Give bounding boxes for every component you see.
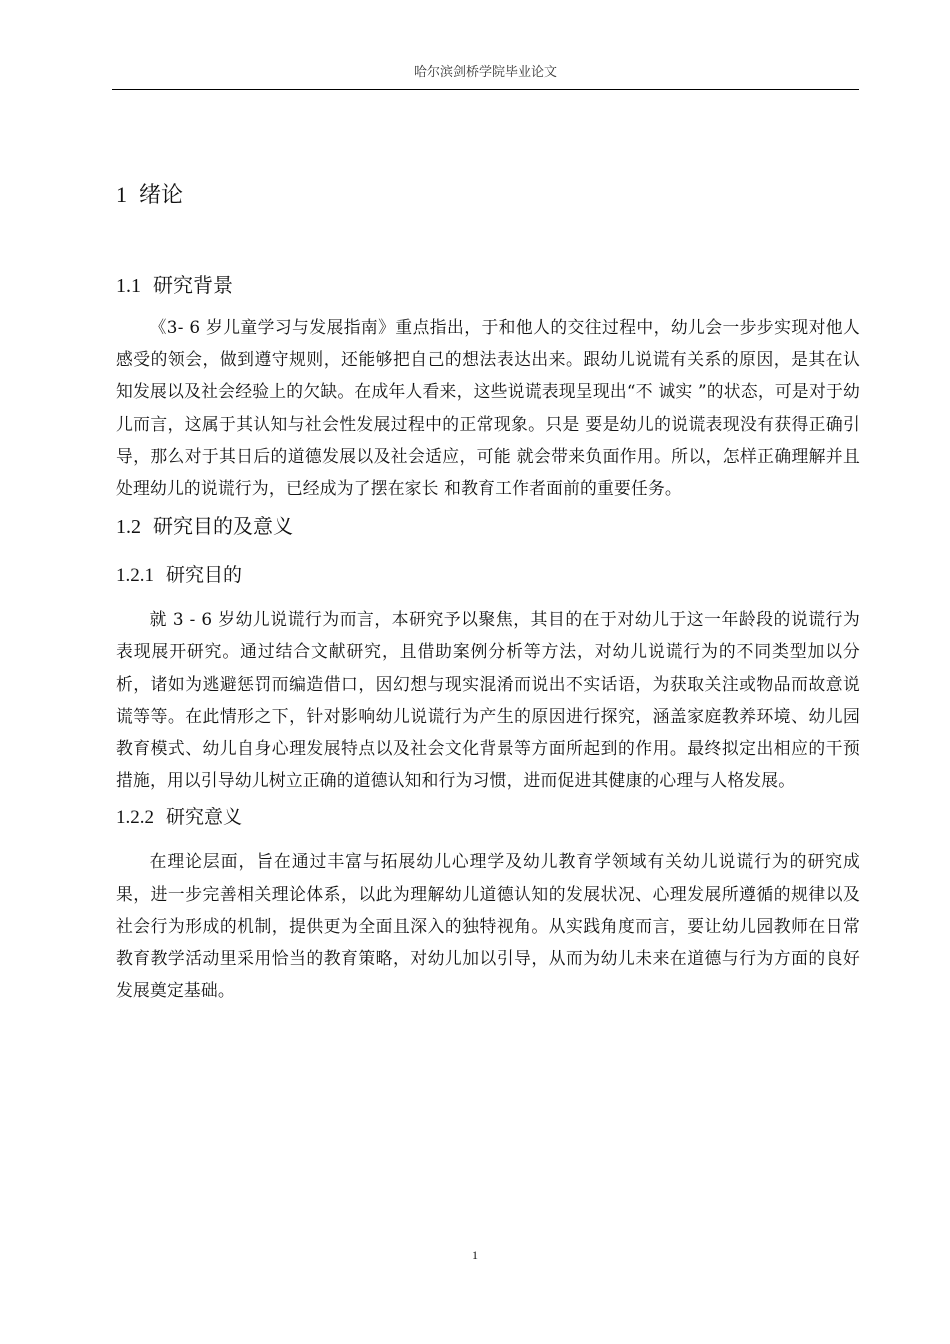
section-title: 研究目的 [166, 564, 243, 587]
paragraph-background: 《3- 6 岁儿童学习与发展指南》重点指出，于和他人的交往过程中，幼儿会一步步实现对他人感受的领会，做到遵守规则，还能够把自己的想法表达出来。跟幼儿说谎有关系的原因，是其在认知发展以及社会经验上的欠缺。在成年人看来，这些说谎表现呈现出“不 诚实 ”的状态，可是对于幼儿而言，这属于其认知与社会性发展过程中的正常现象。只是 要是幼儿的说谎表现没有获得正确引导，那么对于其日后的道德发展以及社会适应，可能 就会带来负面作用。所以，怎样正确理解并且处理幼儿的说谎行为，已经成为了摆在家长 和教育工作者面前的重要任务。 [116, 317, 860, 499]
section-number: 1.2.2 [116, 807, 154, 829]
section-number: 1.2 [116, 516, 141, 539]
section-heading-1-2 [116, 511, 860, 542]
section-number: 1.2.1 [116, 565, 154, 587]
section-heading-1-1 [116, 270, 860, 301]
chapter-number: 1 [116, 182, 127, 207]
document-body [116, 170, 860, 1006]
paragraph-significance: 在理论层面，旨在通过丰富与拓展幼儿心理学及幼儿教育学领域有关幼儿说谎行为的研究成果，进一步完善相关理论体系，以此为理解幼儿道德认知的发展状况、心理发展所遵循的规律以及社会行为形成的机制，提供更为全面且深入的独特视角。从实践角度而言，要让幼儿园教师在日常教育教学活动里采用恰当的教育策略，对幼儿加以引导，从而为幼儿未来在道德与行为方面的良好发展奠定基础。 [116, 851, 860, 1001]
section-heading-1-2-1 [116, 560, 860, 591]
header-title: 哈尔滨剑桥学院毕业论文 [413, 65, 557, 80]
section-title: 研究背景 [153, 273, 233, 297]
chapter-title: 绪论 [139, 183, 184, 208]
paragraph-purpose: 就 3 - 6 岁幼儿说谎行为而言，本研究予以聚焦，其目的在于对幼儿于这一年龄段的说谎行为表现展开研究。通过结合文献研究，且借助案例分析等方法，对幼儿说谎行为的不同类型加以分析，诸如为逃避惩罚而编造借口，因幻想与现实混淆而说出不实话语，为获取关注或物品而故意说谎等等。在此情形之下，针对影响幼儿说谎行为产生的原因进行探究，涵盖家庭教养环境、幼儿园教育模式、幼儿自身心理发展特点以及社会文化背景等方面所起到的作用。最终拟定出相应的干预措施，用以引导幼儿树立正确的道德认知和行为习惯，进而促进其健康的心理与人格发展。 [116, 609, 860, 791]
page-header [112, 60, 859, 90]
section-title: 研究意义 [166, 806, 243, 829]
section-heading-1-2-2 [116, 802, 860, 833]
section-number: 1.1 [116, 275, 141, 297]
page-number: 1 [472, 1248, 478, 1262]
section-title: 研究目的及意义 [153, 514, 293, 539]
chapter-heading [116, 178, 860, 212]
